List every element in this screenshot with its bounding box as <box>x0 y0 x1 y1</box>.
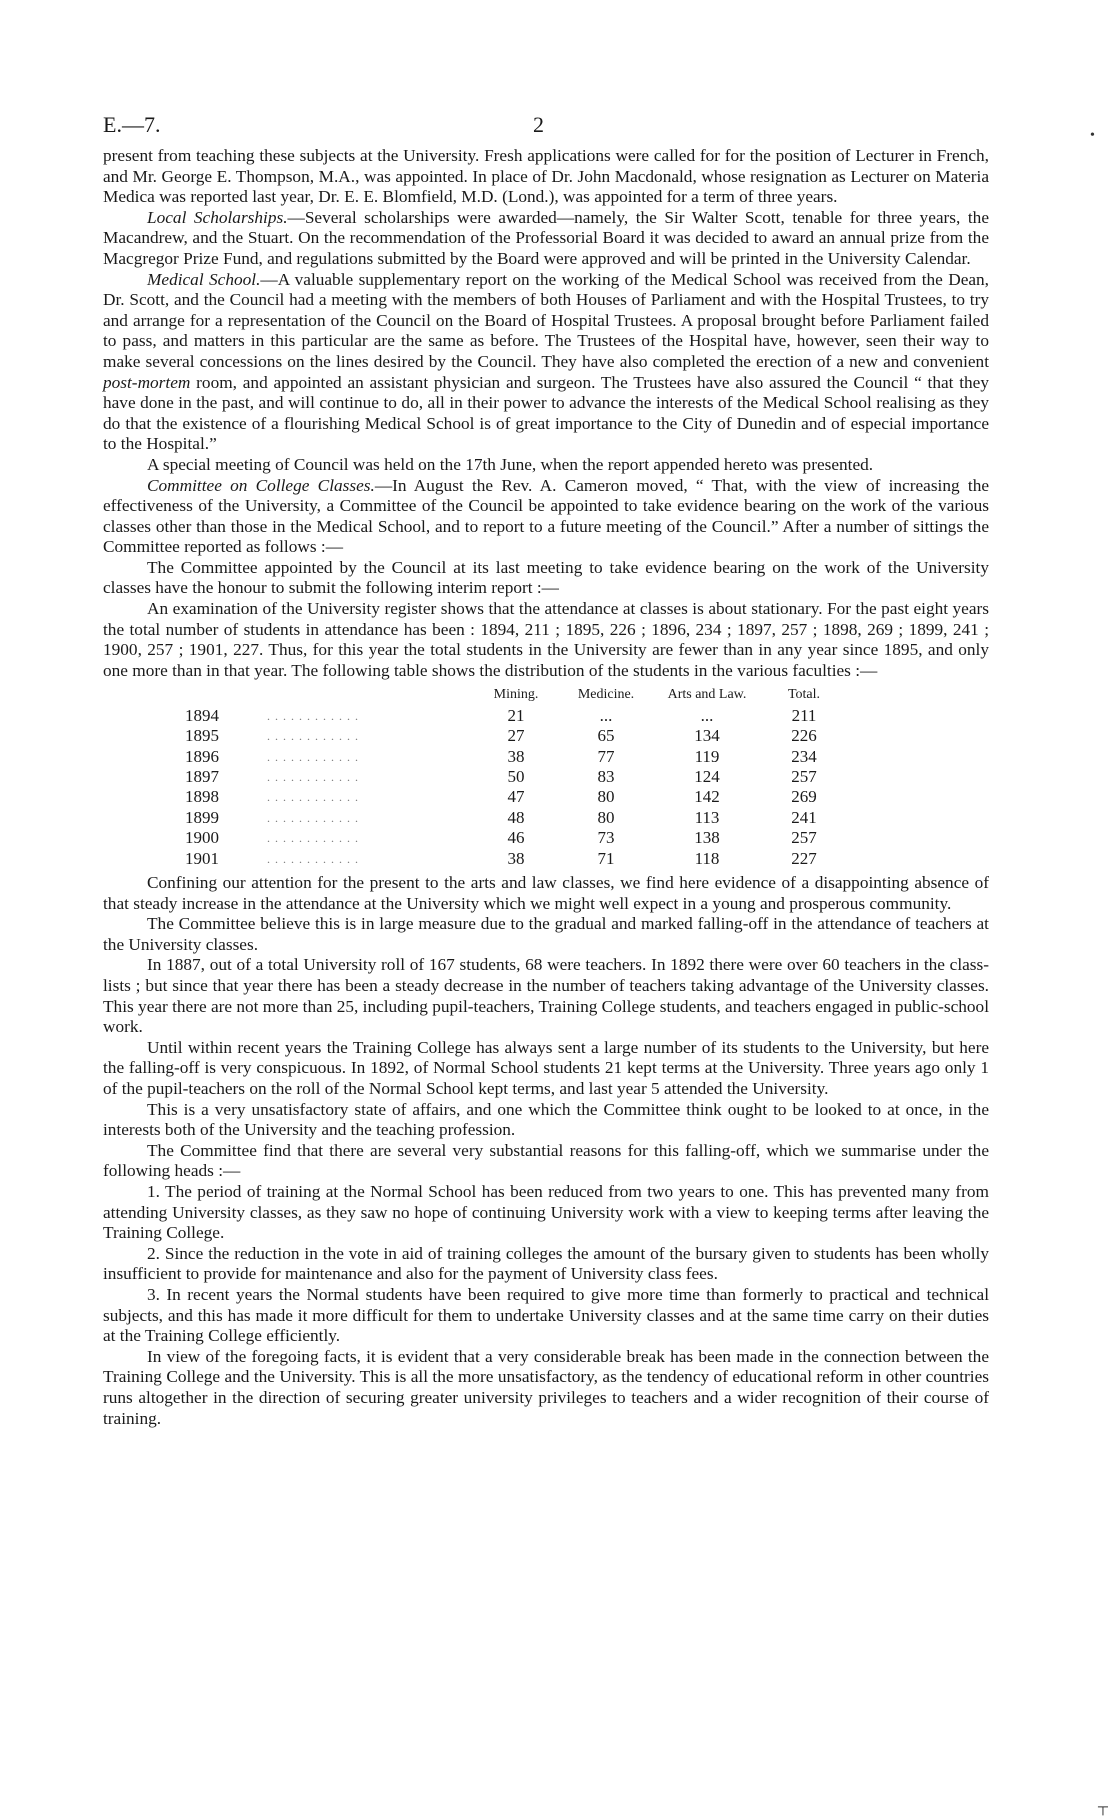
cell-leader: . . . . . . . . . . . . <box>267 729 359 744</box>
cell-arts-law: 119 <box>694 746 720 766</box>
cell-year: 1898 <box>185 787 219 807</box>
paragraph: 2. Since the reduction in the vote in aid of training colleges the amount of the bursary given to students has been wholly insufficient to provide for maintenance and also for the payment of University class fees. <box>103 1243 989 1284</box>
cell-leader: . . . . . . . . . . . . <box>267 708 359 723</box>
cell-arts-law: 134 <box>694 726 720 746</box>
document-page <box>103 112 989 1429</box>
page-header <box>103 112 989 144</box>
cell-medicine: ... <box>599 705 613 725</box>
cell-year: 1899 <box>185 807 219 827</box>
paragraph <box>103 270 989 455</box>
cell-total: 226 <box>791 726 817 746</box>
cell-total: 269 <box>791 787 817 807</box>
cell-medicine: 80 <box>597 787 615 807</box>
paragraph: 1. The period of training at the Normal School has been reduced from two years to one. This has prevented many from attending University classes, as they saw no hope of continuing University work with a view to keeping terms after leaving the Training College. <box>103 1182 989 1243</box>
paragraph: In view of the foregoing facts, it is evident that a very considerable break has been made in the connection between the Training College and the University. This is all the more unsatisfactory, as the tendency of educational reform in other countries runs altogether in the direction of securing greater university privileges to teachers and a wider recognition of their course of training. <box>103 1346 989 1428</box>
cell-leader: . . . . . . . . . . . . <box>267 831 359 846</box>
cell-year: 1895 <box>185 726 219 746</box>
header-leader <box>267 685 471 705</box>
paragraph-text: room, and appointed an assistant physician and surgeon. The Trustees have also assured the Council “ that they have done in the past, and will continue to do, all in their power to advance the interests of the Medical School realising as they do that the existence of a flourishing Medical School is of great importance to the City of Dunedin and of especial importance to the Hospital.” <box>103 372 989 454</box>
cell-medicine: 71 <box>597 848 615 868</box>
cell-mining: 27 <box>507 726 525 746</box>
paragraph: 3. In recent years the Normal students have been required to give more time than formerly to practical and technical subjects, and this has made it more difficult for them to undertake University classes and at the same time carry on their duties at the Training College efficiently. <box>103 1284 989 1346</box>
paragraph: In 1887, out of a total University roll of 167 students, 68 were teachers. In 1892 there were over 60 teachers in the class-lists ; but since that year there has been a steady decrease in the number of teachers taking advantage of the University classes. This year there are not more than 25, including pupil-teachers, Training College students, and teachers engaged in public-school work. <box>103 955 989 1037</box>
page-number: 2 <box>533 112 544 137</box>
paragraph: An examination of the University register shows that the attendance at classes is about stationary. For the past eight years the total number of students in attendance has been : 1894, 211 ; 1895, 226 ; 1896, 234 ; 1897, 257 ; 1898, 269 ; 1899, 241 ; 1900, 257 ; 1901, 227. Thus, for this year the total students in the University are fewer than in any year since 1895, and only one more than in that year. The following table shows the distribution of the students in the various faculties :— <box>103 599 989 680</box>
table-row <box>185 726 845 746</box>
cell-arts-law: 138 <box>694 828 720 848</box>
paragraph-text: —A valuable supplementary report on the working of the Medical School was received from the Dean, Dr. Scott, and the Council had a meeting with the members of both Houses of Parliament and with the Hospital Trustees, to try and arrange for a representation of the Council on the Board of Hospital Trustees. A proposal brought before Parliament failed to pass, and matters in this particular are the same as before. The Trustees of the Hospital have, however, seen their way to make several concessions on the lines desired by the Council. They have also completed the erection of a new and convenient <box>103 269 990 371</box>
cell-total: 234 <box>791 746 817 766</box>
cell-total: 257 <box>791 767 817 787</box>
cell-total: 211 <box>791 705 817 725</box>
table-row <box>185 747 845 767</box>
cell-year: 1900 <box>185 828 219 848</box>
paragraph <box>103 476 989 558</box>
table-header-row <box>185 685 845 705</box>
cell-mining: 47 <box>507 787 525 807</box>
cell-medicine: 77 <box>597 746 615 766</box>
section-heading: Medical School. <box>147 269 261 289</box>
cell-medicine: 65 <box>597 726 615 746</box>
cell-year: 1896 <box>185 746 219 766</box>
margin-mark: ┬ <box>1098 1800 1108 1815</box>
cell-medicine: 73 <box>597 828 615 848</box>
cell-arts-law: 118 <box>694 848 720 868</box>
cell-arts-law: ... <box>700 705 714 725</box>
faculty-attendance-table <box>185 685 845 869</box>
cell-medicine: 83 <box>597 767 615 787</box>
header-year <box>185 685 267 705</box>
cell-year: 1894 <box>185 705 219 725</box>
header-arts-law: Arts and Law. <box>667 687 747 703</box>
cell-total: 241 <box>791 807 817 827</box>
margin-mark: • <box>1090 128 1095 143</box>
paragraph: The Committee find that there are several very substantial reasons for this falling-off, which we summarise under the following heads :— <box>103 1140 989 1181</box>
header-mining: Mining. <box>493 687 539 703</box>
cell-leader: . . . . . . . . . . . . <box>267 851 359 866</box>
paragraph: Confining our attention for the present to the arts and law classes, we find here evidence of a disappointing absence of that steady increase in the attendance at the University which we might well expect in a young and prosperous community. <box>103 873 989 913</box>
cell-medicine: 80 <box>597 807 615 827</box>
paragraph-text: —In August the Rev. A. Cameron moved, “ That, with the view of increasing the effectiveness of the University, a Committee of the Council be appointed to take evidence bearing on the work of the various classes other than those in the Medical School, and to report to a future meeting of the Council.” After a number of sittings the Committee reported as follows :— <box>103 475 990 557</box>
header-medicine: Medicine. <box>577 687 635 703</box>
paragraph: Until within recent years the Training College has always sent a large number of its students to the University, but here the falling-off is very conspicuous. In 1892, of Normal School students 21 kept terms at the University. Three years ago only 1 of the pupil-teachers on the roll of the Normal School kept terms, and last year 5 attended the University. <box>103 1037 989 1099</box>
document-reference: E.—7. <box>103 112 161 137</box>
cell-mining: 48 <box>507 807 525 827</box>
table-row <box>185 767 845 787</box>
table-row <box>185 849 845 869</box>
cell-arts-law: 142 <box>694 787 720 807</box>
table-row <box>185 828 845 848</box>
paragraph: The Committee appointed by the Council at its last meeting to take evidence bearing on the work of the University classes have the honour to submit the following interim report :— <box>103 557 989 598</box>
cell-leader: . . . . . . . . . . . . <box>267 790 359 805</box>
paragraph: present from teaching these subjects at the University. Fresh applications were called for for the position of Lecturer in French, and Mr. George E. Thompson, M.A., was appointed. In place of Dr. John Macdonald, whose resignation as Lecturer on Materia Medica was reported last year, Dr. E. E. Blomfield, M.D. (Lond.), was appointed for a term of three years. <box>103 146 989 207</box>
paragraph: A special meeting of Council was held on the 17th June, when the report appended hereto was presented. <box>147 454 874 474</box>
cell-arts-law: 124 <box>694 767 720 787</box>
cell-leader: . . . . . . . . . . . . <box>267 770 359 785</box>
cell-year: 1901 <box>185 848 219 868</box>
cell-mining: 46 <box>507 828 525 848</box>
header-total: Total. <box>787 687 821 703</box>
cell-arts-law: 113 <box>694 807 720 827</box>
italic-term: post-mortem <box>103 372 191 392</box>
paragraph: This is a very unsatisfactory state of affairs, and one which the Committee think ought to be looked to at once, in the interests both of the University and the teaching profession. <box>103 1099 989 1140</box>
cell-total: 227 <box>791 848 817 868</box>
cell-mining: 38 <box>507 746 525 766</box>
section-heading: Local Scholarships. <box>147 207 288 227</box>
cell-leader: . . . . . . . . . . . . <box>267 810 359 825</box>
cell-leader: . . . . . . . . . . . . <box>267 749 359 764</box>
cell-mining: 50 <box>507 767 525 787</box>
table-row <box>185 706 845 726</box>
cell-total: 257 <box>791 828 817 848</box>
table-row <box>185 787 845 807</box>
table-row <box>185 808 845 828</box>
paragraph-text: —Several scholarships were awarded—namely, the Sir Walter Scott, tenable for three years, the Macandrew, and the Stuart. On the recommendation of the Professorial Board it was decided to award an annual prize from the Macgregor Prize Fund, and regulations submitted by the Board were approved and will be printed in the University Calendar. <box>103 207 989 268</box>
cell-mining: 38 <box>507 848 525 868</box>
section-heading: Committee on College Classes. <box>147 475 375 495</box>
paragraph <box>103 208 989 270</box>
body-text <box>103 146 989 1429</box>
cell-year: 1897 <box>185 767 219 787</box>
cell-mining: 21 <box>507 705 525 725</box>
paragraph: The Committee believe this is in large measure due to the gradual and marked falling-off in the attendance of teachers at the University classes. <box>103 914 989 954</box>
